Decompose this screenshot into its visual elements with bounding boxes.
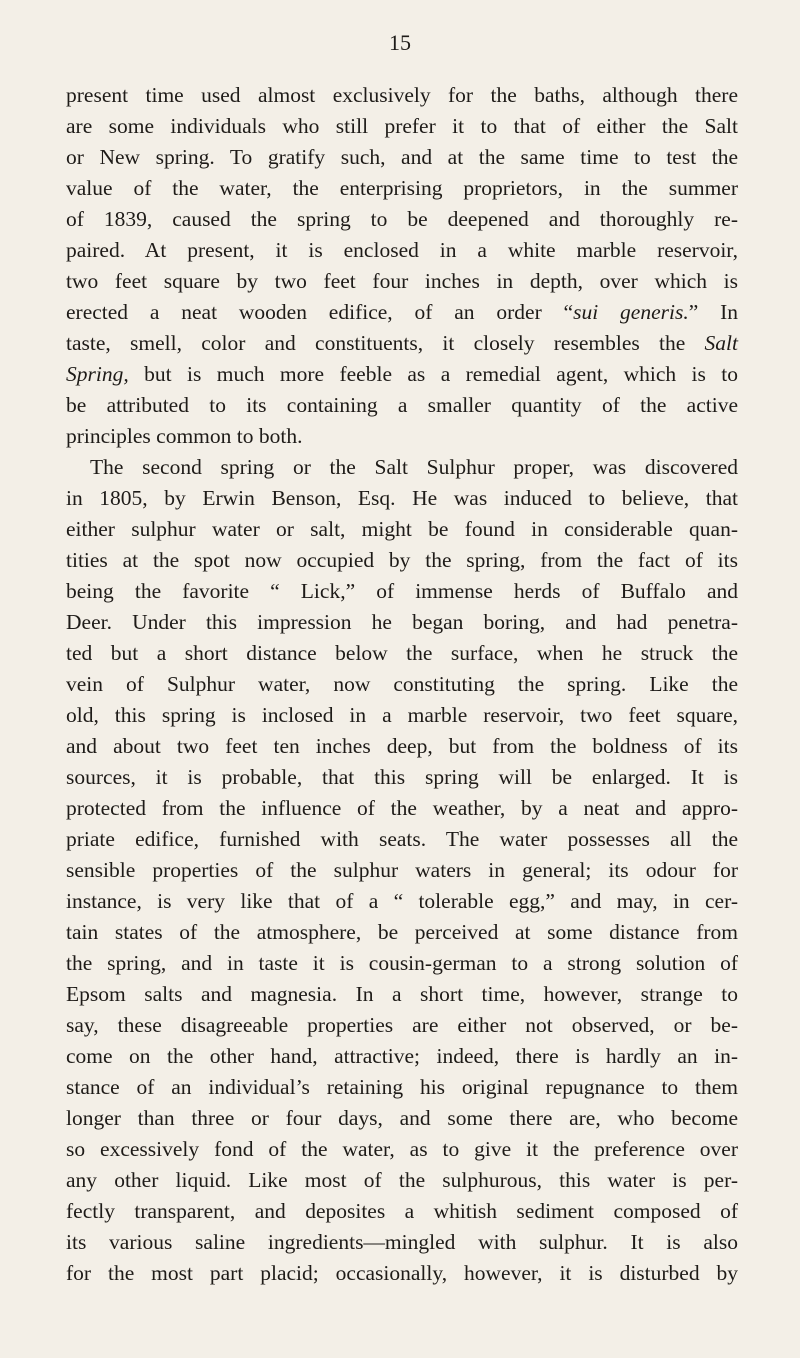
text-line: are some individuals who still prefer it to that of either the Salt (66, 114, 738, 138)
text-line: ted but a short distance below the surface, when he struck the (66, 641, 738, 665)
text-line: sources, it is probable, that this spring will be enlarged. It is (66, 765, 738, 789)
text-line: be attributed to its containing a smaller quantity of the active (66, 393, 738, 417)
text-line: sensible properties of the sulphur waters in general; its odour for (66, 858, 738, 882)
paragraph-end-line: principles common to both. (66, 424, 303, 448)
text-segment: erected a neat wooden edifice, of an order “ (66, 300, 574, 324)
text-line: or New spring. To gratify such, and at the same time to test the (66, 145, 738, 169)
text-line: paired. At present, it is enclosed in a white marble reservoir, (66, 238, 738, 262)
text-line: protected from the influence of the weather, by a neat and appro- (66, 796, 738, 820)
text-line: its various saline ingredients—mingled with sulphur. It is also (66, 1230, 738, 1254)
text-line: so excessively fond of the water, as to give it the preference over (66, 1137, 738, 1161)
italic-phrase: Salt (704, 331, 738, 355)
text-line: being the favorite “ Lick,” of immense herds of Buffalo and (66, 579, 738, 603)
text-line: tities at the spot now occupied by the spring, from the fact of its (66, 548, 738, 572)
text-line: stance of an individual’s retaining his original repugnance to them (66, 1075, 738, 1099)
text-line: vein of Sulphur water, now constituting the spring. Like the (66, 672, 738, 696)
text-line: of 1839, caused the spring to be deepened and thoroughly re- (66, 207, 738, 231)
text-line: any other liquid. Like most of the sulphurous, this water is per- (66, 1168, 738, 1192)
text-segment: taste, smell, color and constituents, it closely resembles the (66, 331, 705, 355)
text-line: present time used almost exclusively for the baths, although there (66, 83, 738, 107)
text-line: tain states of the atmosphere, be perceived at some distance from (66, 920, 738, 944)
text-line: instance, is very like that of a “ tolerable egg,” and may, in cer- (66, 889, 738, 913)
text-segment: but is much more feeble as a remedial agent, which is to (128, 362, 738, 386)
text-line: either sulphur water or salt, might be found in considerable quan- (66, 517, 738, 541)
text-line: and about two feet ten inches deep, but from the boldness of its (66, 734, 738, 758)
text-line-with-italic (66, 359, 738, 390)
text-line: come on the other hand, attractive; indeed, there is hardly an in- (66, 1044, 738, 1068)
italic-phrase: sui generis. (573, 300, 689, 324)
text-line: Epsom salts and magnesia. In a short time, however, strange to (66, 982, 738, 1006)
text-line: value of the water, the enterprising proprietors, in the summer (66, 176, 738, 200)
text-line: longer than three or four days, and some there are, who become (66, 1106, 738, 1130)
text-line: priate edifice, furnished with seats. The water possesses all the (66, 827, 738, 851)
text-segment: ” In (688, 300, 738, 324)
text-line: say, these disagreeable properties are either not observed, or be- (66, 1013, 738, 1037)
page-number: 15 (389, 30, 411, 55)
text-line: two feet square by two feet four inches in depth, over which is (66, 269, 738, 293)
paragraph-start-line: The second spring or the Salt Sulphur proper, was discovered (90, 455, 738, 479)
text-line-with-italic (66, 328, 738, 359)
text-line: fectly transparent, and deposites a whitish sediment composed of (66, 1199, 738, 1223)
text-line: the spring, and in taste it is cousin-german to a strong solution of (66, 951, 738, 975)
text-line: in 1805, by Erwin Benson, Esq. He was induced to believe, that (66, 486, 738, 510)
text-line: for the most part placid; occasionally, however, it is disturbed by (66, 1261, 738, 1285)
text-line: old, this spring is inclosed in a marble reservoir, two feet square, (66, 703, 738, 727)
italic-phrase: Spring, (66, 362, 129, 386)
body-text (66, 80, 738, 1289)
text-line-with-italic (66, 297, 738, 328)
text-line: Deer. Under this impression he began boring, and had penetra- (66, 610, 738, 634)
